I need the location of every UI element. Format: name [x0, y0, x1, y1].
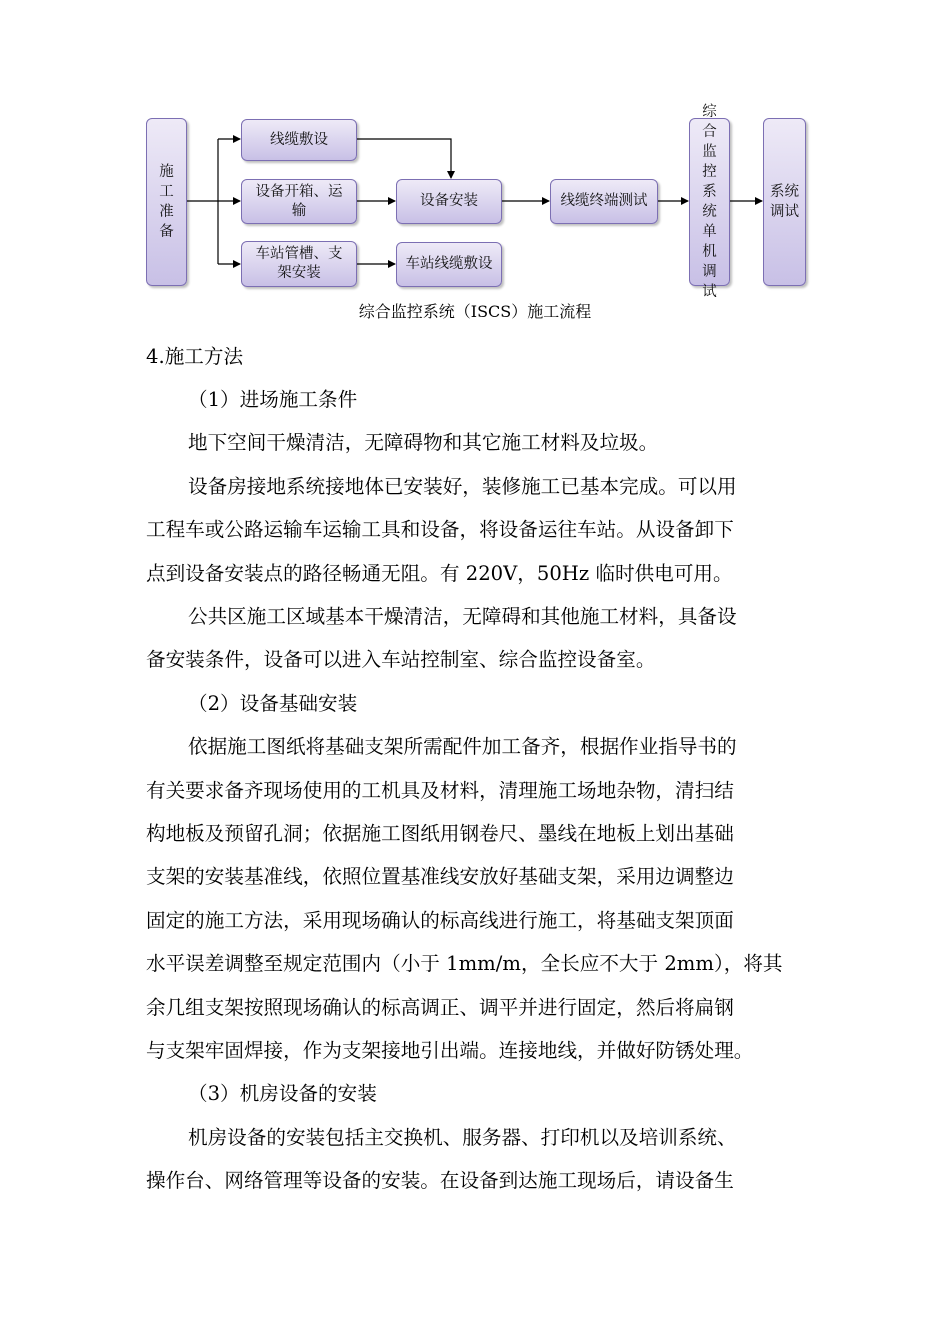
node-equipment-install	[396, 179, 502, 224]
node-iscs-unit-debug	[689, 104, 730, 300]
node-label: 线缆终端测试	[560, 193, 648, 209]
section-heading: 4.施工方法	[146, 345, 244, 368]
node-construction-prep	[146, 118, 187, 286]
node-label: 车站线缆敷设	[405, 256, 493, 272]
node-label: 设备安装	[420, 193, 478, 209]
subsection-heading: （1）进场施工条件	[188, 388, 358, 411]
paragraph-line: 点到设备安装点的路径畅通无阻。有 220V，50Hz 临时供电可用。	[146, 562, 733, 585]
paragraph-line: 构地板及预留孔洞；依据施工图纸用钢卷尺、墨线在地板上划出基础	[146, 822, 734, 845]
paragraph-line: 固定的施工方法，采用现场确认的标高线进行施工，将基础支架顶面	[146, 909, 734, 932]
paragraph-line: 支架的安装基准线，依照位置基准线安放好基础支架，采用边调整边	[146, 865, 734, 888]
node-station-cable-laying	[396, 242, 502, 287]
paragraph-line: 水平误差调整至规定范围内（小于 1mm/m，全长应不大于 2mm），将其	[146, 952, 783, 975]
paragraph-line: 操作台、网络管理等设备的安装。在设备到达施工现场后，请设备生	[146, 1169, 734, 1192]
paragraph-line: 工程车或公路运输车运输工具和设备，将设备运往车站。从设备卸下	[146, 518, 734, 541]
node-system-debug	[763, 118, 806, 286]
node-label: 线缆敷设	[270, 131, 328, 148]
node-trough-bracket-install	[241, 241, 357, 287]
paragraph-line: 备安装条件，设备可以进入车站控制室、综合监控设备室。	[146, 648, 656, 671]
subsection-heading: （2）设备基础安装	[188, 692, 358, 715]
arrow-cable-to-install	[357, 139, 451, 178]
node-label: 设备开箱、运输	[255, 183, 343, 219]
subsection-heading: （3）机房设备的安装	[188, 1082, 377, 1105]
node-label: 施工准备	[159, 164, 174, 240]
paragraph-line: 有关要求备齐现场使用的工机具及材料，清理施工场地杂物，清扫结	[146, 779, 734, 802]
paragraph-line: 依据施工图纸将基础支架所需配件加工备齐，根据作业指导书的	[188, 735, 737, 758]
paragraph-line: 与支架牢固焊接，作为支架接地引出端。连接地线，并做好防锈处理。	[146, 1039, 754, 1062]
paragraph-line: 机房设备的安装包括主交换机、服务器、打印机以及培训系统、	[188, 1126, 737, 1149]
node-cable-laying	[241, 119, 357, 161]
iscs-construction-flowchart	[0, 0, 950, 300]
paragraph-line: 地下空间干燥清洁，无障碍物和其它施工材料及垃圾。	[188, 431, 659, 454]
paragraph-line: 余几组支架按照现场确认的标高调正、调平并进行固定，然后将扁钢	[146, 996, 734, 1019]
node-cable-termination-test	[550, 179, 658, 224]
paragraph-line: 公共区施工区域基本干燥清洁，无障碍和其他施工材料，具备设	[188, 605, 737, 628]
node-label: 系统调试	[770, 184, 799, 220]
paragraph-line: 设备房接地系统接地体已安装好，装修施工已基本完成。可以用	[188, 475, 737, 498]
node-unpack-transport	[241, 179, 357, 224]
flowchart-caption: 综合监控系统（ISCS）施工流程	[358, 302, 592, 321]
node-label: 车站管槽、支架安装	[255, 246, 343, 281]
node-label: 综合监控系统单机调试	[702, 104, 717, 300]
